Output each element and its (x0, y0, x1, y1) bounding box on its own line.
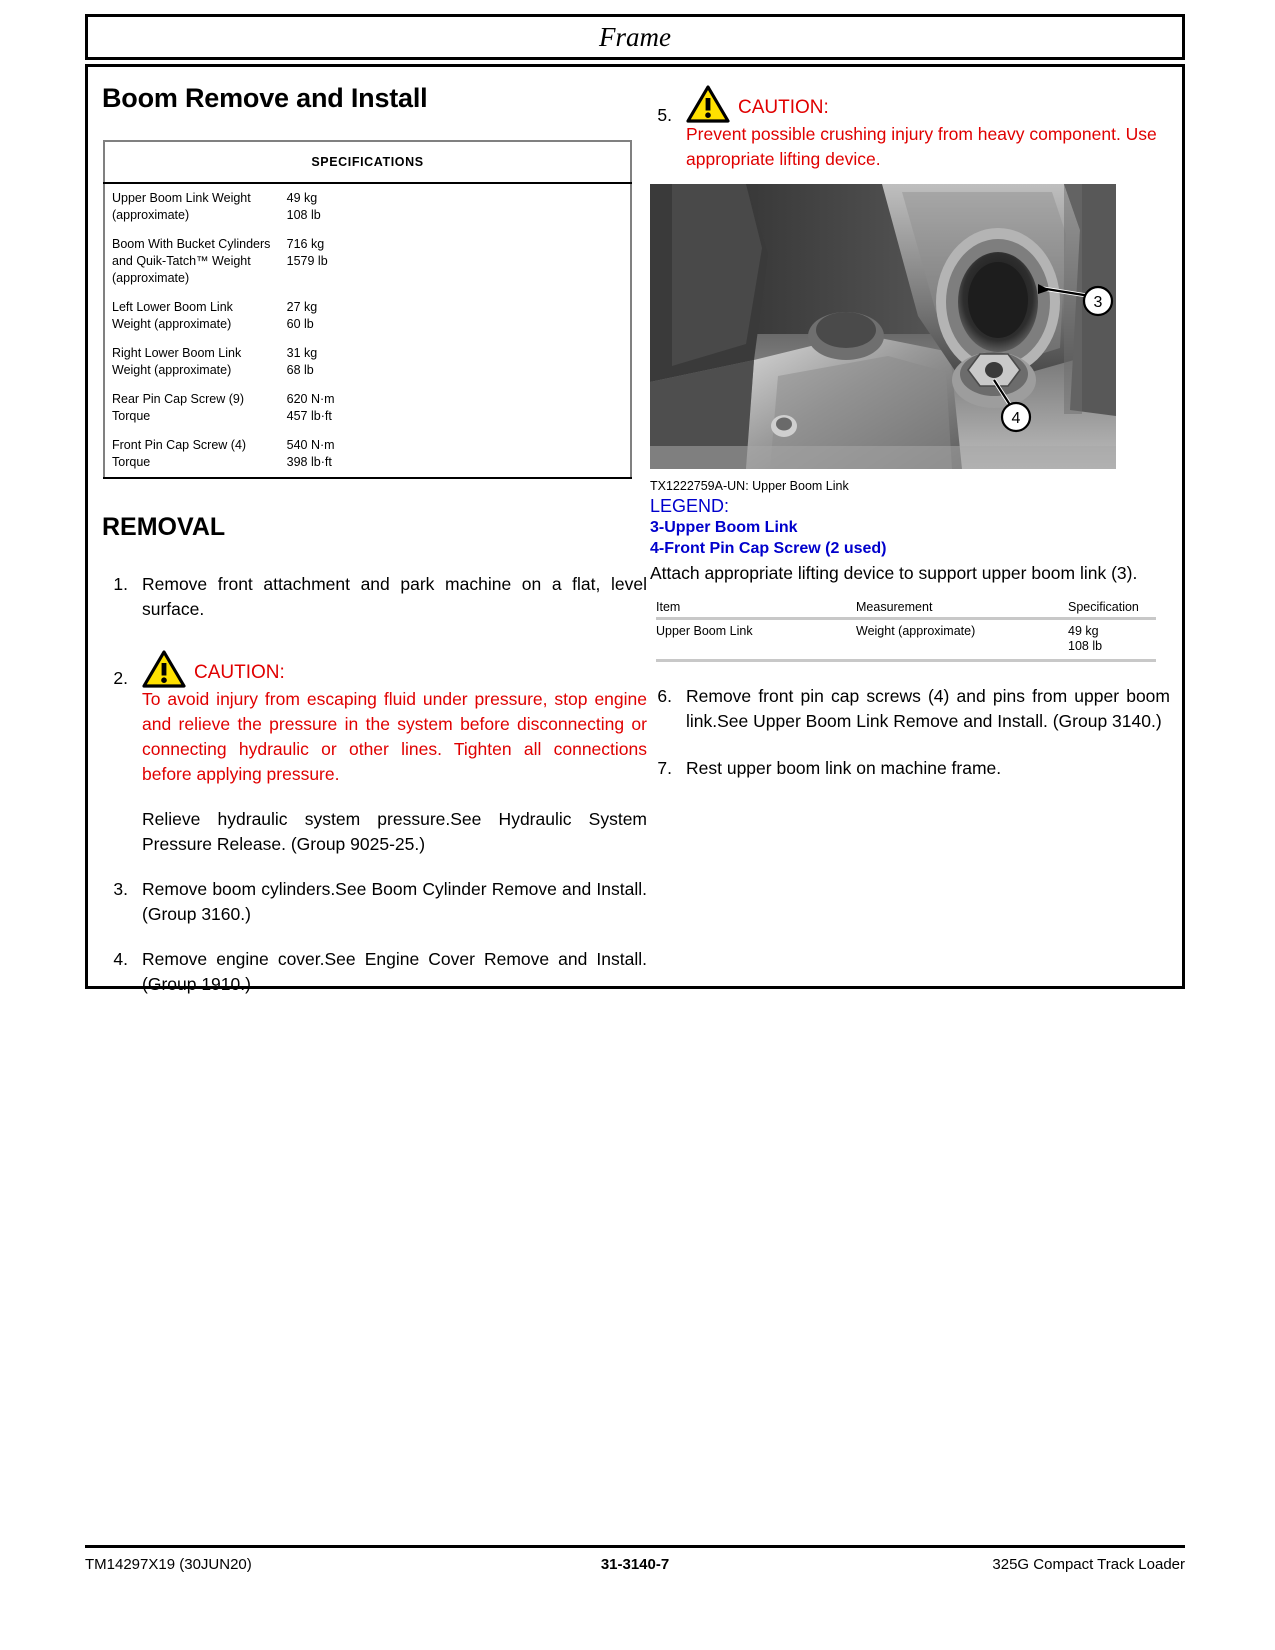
step-7-number: 7. (657, 758, 672, 778)
step-4-text: Remove engine cover.See Engine Cover Remove and Install. (Group 1910.) (142, 949, 647, 994)
step-2-number: 2. (113, 668, 128, 688)
step-5 (648, 83, 1170, 172)
specifications-table (103, 140, 632, 479)
spec-value (280, 339, 456, 385)
table-row (104, 431, 631, 478)
spec-label: Right Lower Boom Link Weight (approximate) (112, 346, 242, 377)
spec-spacer (455, 339, 631, 385)
step-5-number: 5. (657, 105, 672, 125)
spec-label: Left Lower Boom Link Weight (approximate) (112, 300, 233, 331)
spec-label: Rear Pin Cap Screw (9) Torque (112, 392, 244, 423)
step-2 (102, 648, 647, 787)
spec-value (280, 183, 456, 230)
step-5-caution (686, 83, 1170, 172)
step-6-text: Remove front pin cap screws (4) and pins from upper boom link.See Upper Boom Link Remove and Install. (Group 3140.) (686, 686, 1170, 731)
item-table-col-item: Item (656, 598, 856, 619)
step-2-followup-text: Relieve hydraulic system pressure.See Hydraulic System Pressure Release. (Group 9025-25.) (142, 809, 647, 854)
table-row (104, 339, 631, 385)
figure-caption: TX1222759A-UN: Upper Boom Link (650, 479, 849, 493)
legend-heading: LEGEND: (650, 496, 730, 516)
spec-value-metric: 49 kg (1068, 624, 1099, 638)
step-3-text: Remove boom cylinders.See Boom Cylinder Remove and Install. (Group 3160.) (142, 879, 647, 924)
spec-label: Boom With Bucket Cylinders and Quik-Tatch™ Weight (approximate) (112, 237, 271, 285)
step-7 (648, 756, 1170, 781)
specification-cell (1068, 619, 1156, 661)
content-frame (85, 64, 1185, 994)
item-table-header-row (656, 598, 1156, 619)
table-row (104, 183, 631, 230)
table-row (104, 385, 631, 431)
step-1-text: Remove front attachment and park machine on a flat, level surface. (142, 574, 647, 619)
caution-header-row (686, 83, 1170, 121)
spec-value-metric: 27 kg (286, 300, 318, 314)
item-table-col-specification: Specification (1068, 598, 1156, 619)
photo-graphic (650, 184, 1116, 469)
step-2-caution (142, 648, 647, 787)
spec-value-imperial: 1579 lb (286, 254, 328, 268)
warning-triangle-icon (686, 85, 730, 123)
step-3-number: 3. (113, 879, 128, 899)
spec-value-imperial: 108 lb (286, 208, 321, 222)
spec-spacer (455, 293, 631, 339)
spec-value (280, 385, 456, 431)
spec-value (280, 293, 456, 339)
spec-spacer (455, 230, 631, 293)
callout-4-label: 4 (1011, 410, 1021, 427)
table-row (656, 619, 1156, 661)
footer-model-name: 325G Compact Track Loader (992, 1556, 1186, 1573)
item-measurement-table (656, 598, 1156, 662)
caution-header-row (142, 648, 647, 686)
step-4-number: 4. (113, 949, 128, 969)
spec-value-metric: 540 N·m (286, 438, 335, 452)
spec-value-metric: 620 N·m (286, 392, 335, 406)
step-6-number: 6. (657, 686, 672, 706)
spec-value-imperial: 60 lb (286, 317, 314, 331)
spec-value-metric: 31 kg (286, 346, 318, 360)
removal-heading: REMOVAL (102, 513, 226, 541)
caution-label: CAUTION: (194, 662, 285, 683)
step-6 (648, 684, 1170, 734)
spec-label: Upper Boom Link Weight (approximate) (112, 191, 251, 222)
upper-boom-link-photo (650, 184, 1116, 469)
spec-spacer (455, 183, 631, 230)
spec-spacer (455, 385, 631, 431)
spec-label: Front Pin Cap Screw (4) Torque (104, 431, 280, 478)
spec-value-metric: 716 kg (286, 237, 325, 251)
step-4 (102, 947, 647, 997)
measurement-cell: Weight (approximate) (856, 619, 1068, 661)
right-column (648, 83, 1170, 781)
item-table-col-measurement: Measurement (856, 598, 1068, 619)
spec-value-imperial: 68 lb (286, 363, 314, 377)
table-row (104, 230, 631, 293)
legend-followup-text: Attach appropriate lifting device to support upper boom link (3). (650, 563, 1138, 583)
step-7-text: Rest upper boom link on machine frame. (686, 758, 1002, 778)
step-1 (102, 572, 647, 622)
footer-page-number: 31-3140-7 (600, 1556, 670, 1573)
footer-divider (85, 1545, 1185, 1548)
caution-body-text: Prevent possible crushing injury from heavy component. Use appropriate lifting device. (686, 124, 1157, 169)
legend-item: 4-Front Pin Cap Screw (2 used) (650, 540, 887, 557)
legend-item: 3-Upper Boom Link (650, 519, 798, 536)
spec-value-metric: 49 kg (286, 191, 318, 205)
caution-body-text: To avoid injury from escaping fluid under pressure, stop engine and relieve the pressure in the system before disconnecting or connecting hydraulic or other lines. Tighten all connections before applying pressure. (142, 689, 647, 784)
spec-header-row (104, 141, 631, 183)
callout-3-label: 3 (1093, 294, 1103, 311)
spec-value (280, 230, 456, 293)
page-footer (85, 1556, 1185, 1573)
footer-document-number: TM14297X19 (30JUN20) (85, 1556, 252, 1573)
spec-value-imperial: 457 lb·ft (286, 409, 332, 423)
spec-value (280, 431, 456, 478)
table-row (104, 293, 631, 339)
page-header-title: Frame (599, 22, 671, 52)
left-column (102, 83, 647, 1017)
spec-table-header: SPECIFICATIONS (104, 141, 631, 183)
page-title: Boom Remove and Install (102, 83, 428, 113)
page-header (85, 14, 1185, 60)
item-cell: Upper Boom Link (656, 619, 856, 661)
step-3 (102, 877, 647, 927)
step-1-number: 1. (113, 574, 128, 594)
spec-value-imperial: 398 lb·ft (286, 455, 332, 469)
spec-value-imperial: 108 lb (1068, 639, 1103, 653)
caution-label: CAUTION: (738, 97, 829, 118)
spec-spacer (455, 431, 631, 478)
warning-triangle-icon (142, 650, 186, 688)
